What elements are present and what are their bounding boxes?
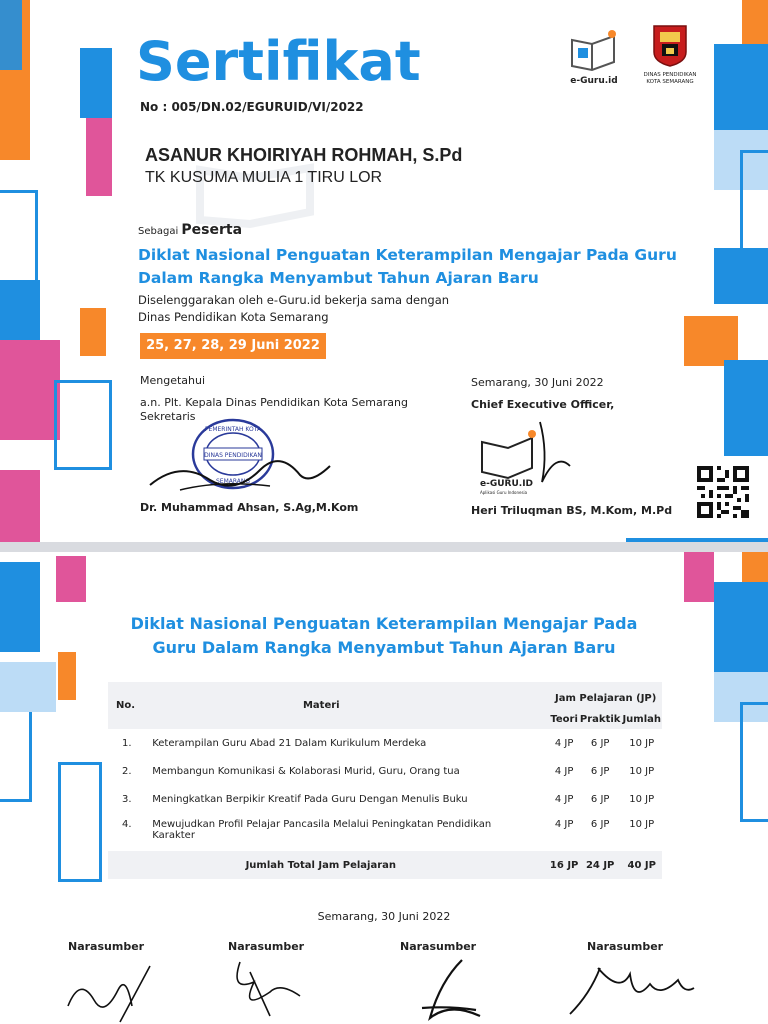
decor-frame-right-p2 [740, 702, 768, 822]
syllabus-page [0, 552, 768, 1024]
decor-pink-left-p2 [56, 556, 86, 602]
decor-orange-small [80, 308, 106, 356]
eguru-logo-icon [566, 26, 622, 72]
decor-lightblue-left-p2 [0, 662, 56, 712]
right-sign-place-date: Semarang, 30 Juni 2022 [471, 376, 604, 389]
left-sign-line-2: Sekretaris [140, 410, 196, 423]
left-sign-heading: Mengetahui [140, 374, 206, 387]
row-jumlah: 10 JP [629, 765, 655, 777]
row-materi: Meningkatkan Berpikir Kreatif Pada Guru Dengan Menulis Buku [152, 793, 468, 805]
decor-blue-strip [0, 0, 22, 70]
left-signer-name: Dr. Muhammad Ahsan, S.Ag,M.Kom [140, 501, 359, 514]
row-jumlah: 10 JP [629, 737, 655, 749]
role-line [138, 222, 242, 238]
col-jumlah: Jumlah [621, 709, 662, 729]
semarang-crest-icon [652, 24, 688, 68]
role-value: Peserta [181, 222, 243, 238]
dinas-logo-label-1: DINAS PENDIDIKAN [643, 72, 697, 78]
total-spacer [108, 851, 152, 879]
stamp-top-text: PEMERINTAH KOTA [204, 426, 262, 433]
table-row [108, 729, 662, 757]
stamp-center-text: DINAS PENDIDIKAN [204, 452, 262, 459]
row-jumlah: 10 JP [629, 793, 655, 805]
row-praktik: 6 JP [590, 737, 610, 749]
total-praktik: 24 JP [579, 851, 622, 879]
speaker-label-4: Narasumber [587, 940, 664, 953]
decor-blue-frame-right [740, 150, 768, 260]
event-dates-badge: 25, 27, 28, 29 Juni 2022 [140, 333, 326, 359]
qr-code-icon [697, 466, 749, 518]
row-jumlah: 10 JP [629, 819, 655, 830]
speaker-signature-1 [60, 956, 180, 1024]
decor-blue-underline [626, 538, 768, 542]
row-no: 1. [122, 737, 132, 749]
row-teori: 4 JP [554, 793, 574, 805]
right-signer-name: Heri Triluqman BS, M.Kom, M.Pd [471, 504, 673, 517]
row-no: 4. [122, 819, 132, 830]
col-praktik: Praktik [579, 709, 622, 729]
dinas-logo-label-2: KOTA SEMARANG [646, 79, 694, 85]
certificate-number: No : 005/DN.02/EGURUID/VI/2022 [140, 100, 364, 114]
total-jumlah: 40 JP [621, 851, 662, 879]
total-teori: 16 JP [549, 851, 579, 879]
row-materi: Mewujudkan Profil Pelajar Pancasila Melalui Peningkatan Pendidikan Karakter [152, 819, 492, 841]
decor-blue-right [714, 44, 768, 130]
syllabus-title-text: Diklat Nasional Penguatan Keterampilan Mengajar Pada Guru Dalam Rangka Menyambut Tahun Ajaran Baru [130, 614, 638, 657]
speaker-signature-3 [410, 952, 490, 1024]
decor-blue-right-2 [714, 248, 768, 304]
col-jp: Jam Pelajaran (JP) [549, 682, 662, 709]
eguru-logo-label: e-Guru.id [570, 76, 618, 86]
row-teori: 4 JP [554, 765, 574, 777]
decor-orange-right [684, 316, 738, 366]
organizer-line-2: Dinas Pendidikan Kota Semarang [138, 310, 329, 324]
col-no: No. [108, 682, 152, 729]
company-stamp-subtext: Aplikasi Guru Indonesia [480, 490, 528, 495]
speaker-signature-4 [560, 954, 700, 1024]
stamp-bottom-text: SEMARANG [215, 478, 251, 485]
decor-blue-frame-2 [54, 380, 112, 470]
eguru-logo [566, 26, 622, 88]
speaker-signature-2 [210, 952, 320, 1024]
syllabus-title [0, 612, 768, 660]
table-row [108, 813, 662, 851]
company-stamp-text: e-GURU.ID [480, 479, 534, 489]
total-label: Jumlah Total Jam Pelajaran [152, 851, 549, 879]
syllabus-place-date: Semarang, 30 Juni 2022 [317, 910, 451, 923]
row-teori: 4 JP [554, 819, 574, 830]
table-header-row [108, 682, 662, 709]
left-signature-image [140, 430, 340, 500]
table-total-row [108, 851, 662, 879]
right-company-stamp [470, 412, 580, 498]
row-praktik: 6 JP [590, 793, 610, 805]
row-praktik: 6 JP [590, 765, 610, 777]
table-row [108, 785, 662, 813]
decor-orange-right-p2 [742, 552, 768, 582]
role-prefix: Sebagai [138, 226, 179, 237]
decor-pink-bottom [0, 470, 40, 542]
decor-pink-block [86, 118, 112, 196]
recipient-institution: TK KUSUMA MULIA 1 TIRU LOR [145, 169, 383, 186]
speaker-label-1: Narasumber [68, 940, 145, 953]
row-no: 2. [122, 765, 132, 777]
decor-blue-block [80, 48, 112, 118]
recipient-name: ASANUR KHOIRIYAH ROHMAH, S.Pd [145, 145, 463, 165]
decor-pink-right-p2 [684, 552, 714, 602]
left-sign-line-1: a.n. Plt. Kepala Dinas Pendidikan Kota Semarang [140, 396, 408, 409]
table-row [108, 757, 662, 785]
col-materi: Materi [152, 682, 549, 729]
row-materi: Membangun Komunikasi & Kolaborasi Murid, Guru, Orang tua [152, 765, 460, 777]
materi-table [108, 682, 662, 879]
organizer-line-1: Diselenggarakan oleh e-Guru.id bekerja sama dengan [138, 293, 450, 307]
decor-blue-right-3 [724, 360, 768, 456]
organizer-info [138, 292, 449, 326]
event-title: Diklat Nasional Penguatan Keterampilan Mengajar Pada Guru Dalam Rangka Menyambut Tahun Ajaran Baru [138, 246, 677, 287]
row-praktik: 6 JP [590, 819, 610, 830]
right-sign-position: Chief Executive Officer, [471, 398, 615, 411]
speaker-label-2: Narasumber [228, 940, 305, 953]
row-teori: 4 JP [554, 737, 574, 749]
certificate-title: Sertifikat [136, 30, 421, 93]
dinas-logo [638, 24, 702, 90]
col-teori: Teori [549, 709, 579, 729]
decor-orange-right-top [742, 0, 768, 44]
decor-frame-left-p2b [58, 762, 102, 882]
row-materi: Keterampilan Guru Abad 21 Dalam Kurikulum Merdeka [152, 737, 427, 749]
row-no: 3. [122, 793, 132, 805]
decor-pink-band [0, 340, 60, 440]
speaker-label-3: Narasumber [400, 940, 477, 953]
